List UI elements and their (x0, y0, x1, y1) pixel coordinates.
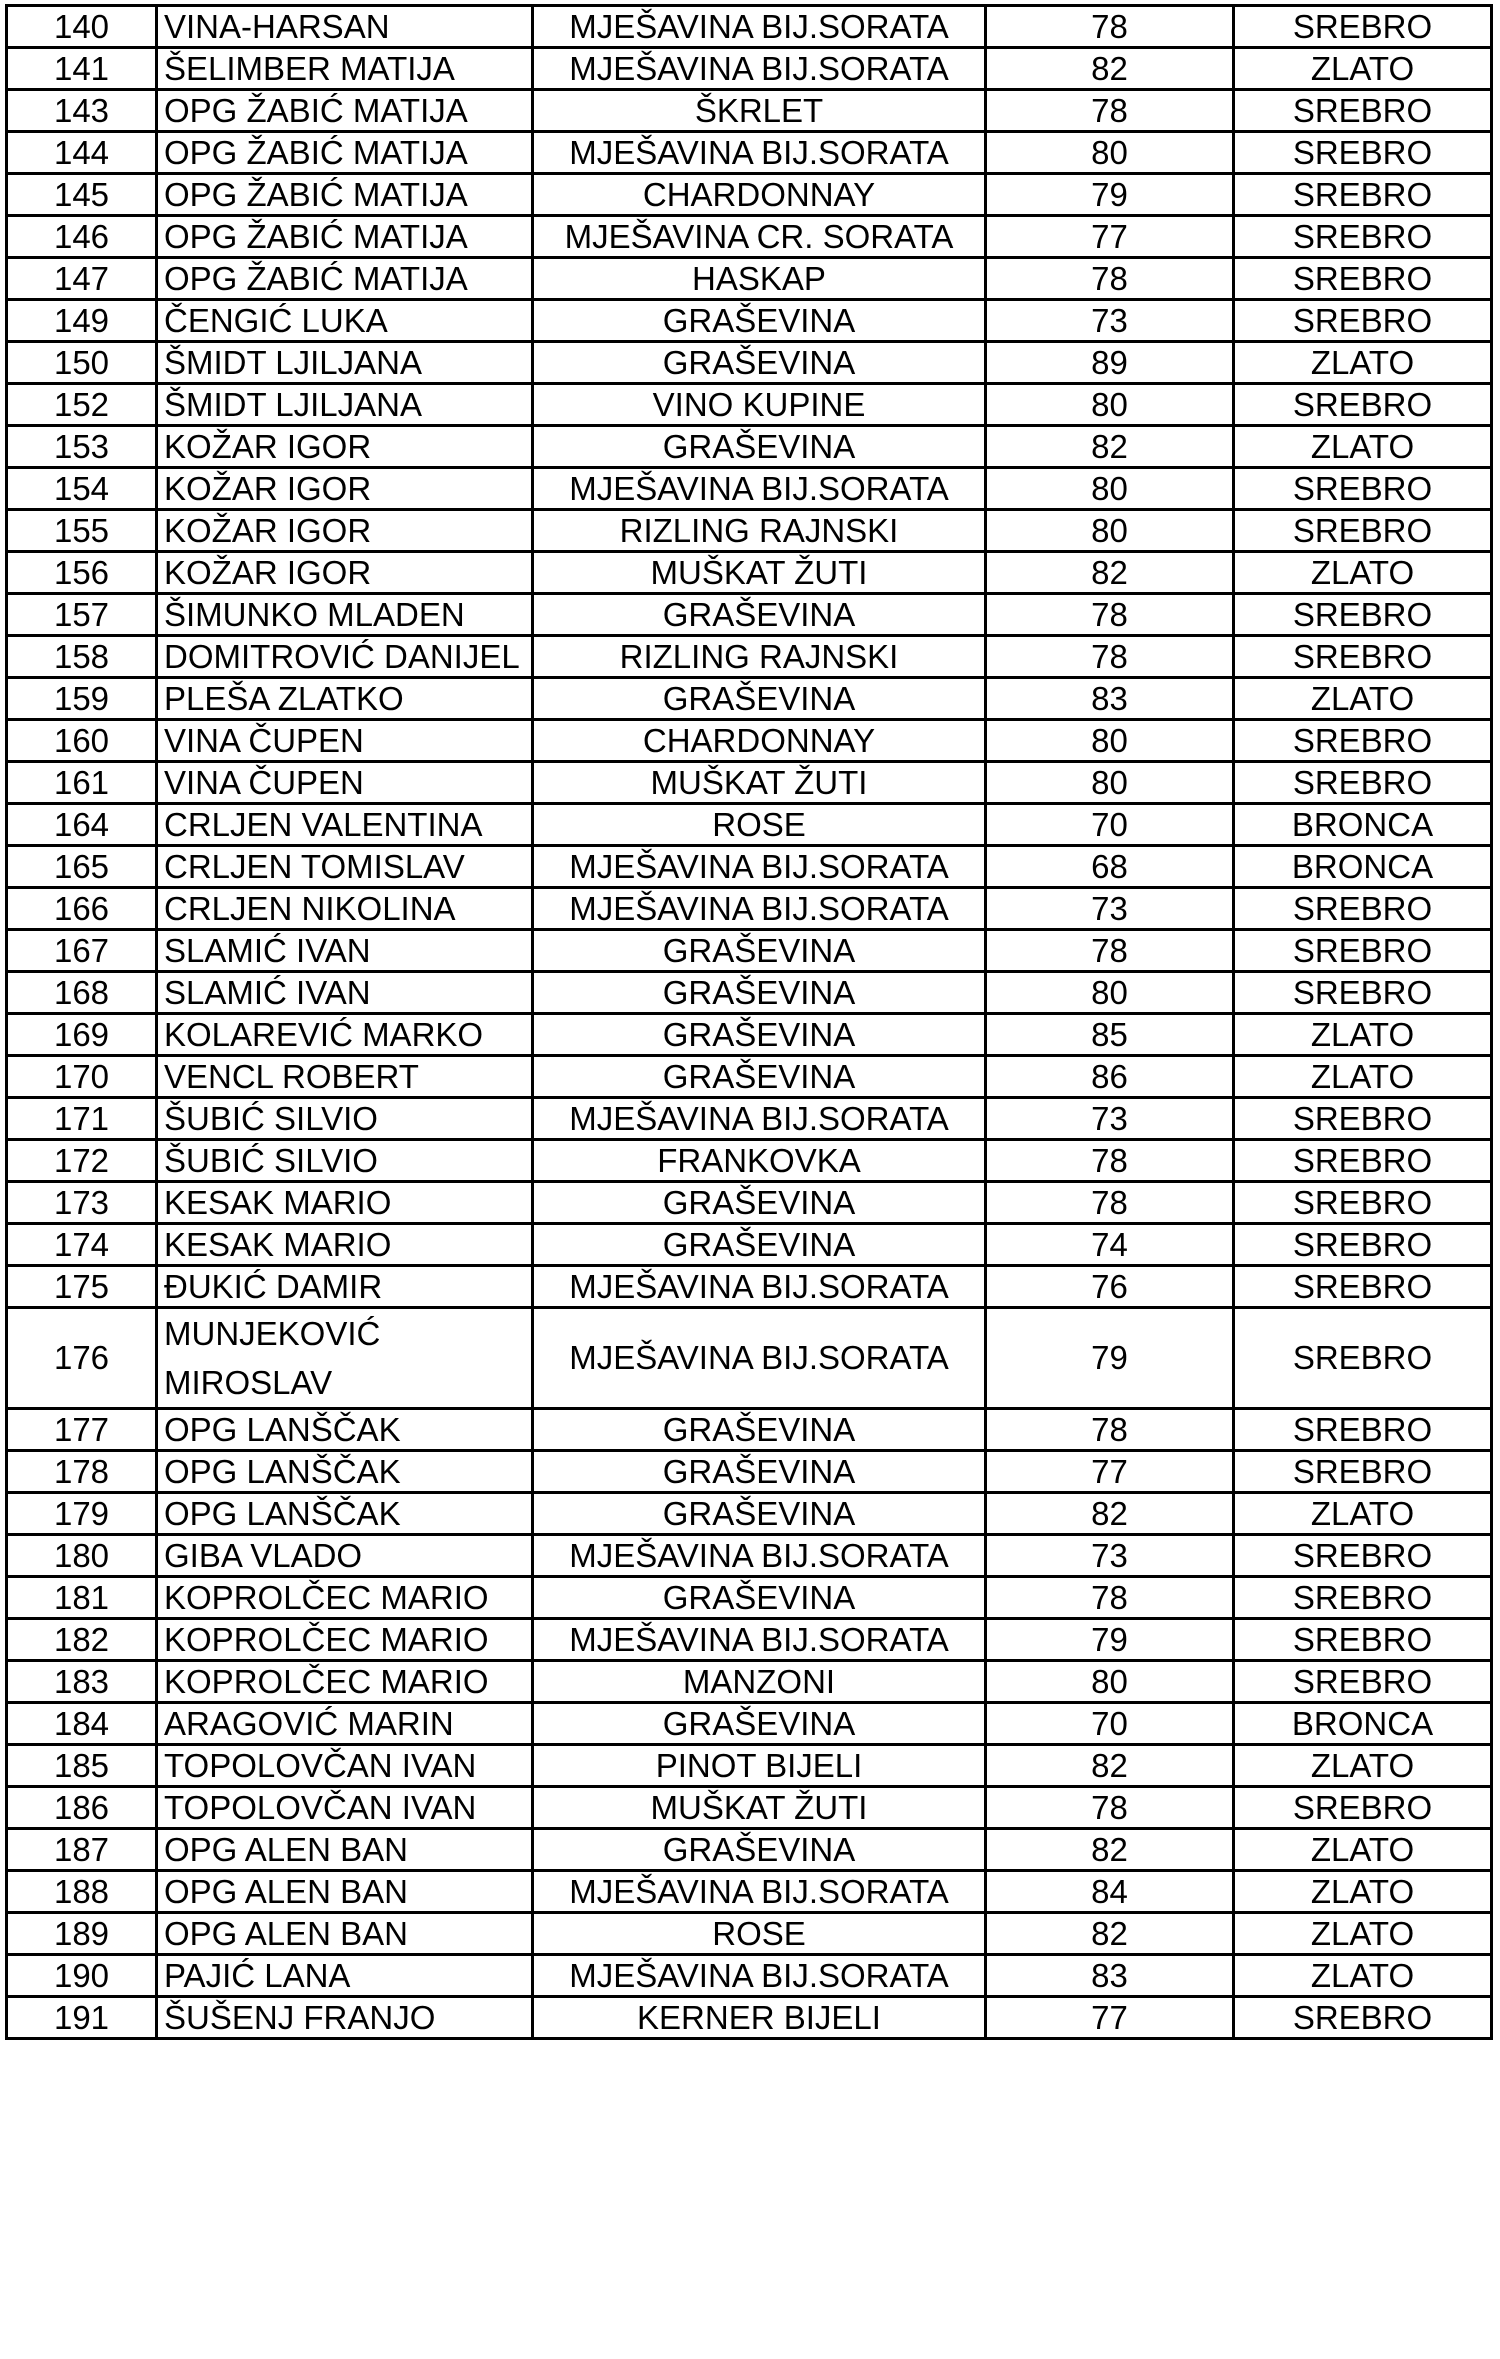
entry-number-cell: 157 (7, 594, 157, 636)
medal-cell: SREBRO (1234, 1577, 1492, 1619)
score-cell: 73 (986, 1535, 1234, 1577)
medal-cell: SREBRO (1234, 90, 1492, 132)
table-row (7, 426, 1492, 468)
producer-name-cell: OPG LANŠČAK (157, 1409, 533, 1451)
entry-number-cell: 182 (7, 1619, 157, 1661)
score-cell: 78 (986, 6, 1234, 48)
wine-variety-cell: PINOT BIJELI (533, 1745, 986, 1787)
table-row (7, 1661, 1492, 1703)
wine-variety-cell: MJEŠAVINA BIJ.SORATA (533, 1955, 986, 1997)
entry-number-cell: 185 (7, 1745, 157, 1787)
wine-variety-cell: MJEŠAVINA BIJ.SORATA (533, 1871, 986, 1913)
medal-cell: SREBRO (1234, 972, 1492, 1014)
medal-cell: SREBRO (1234, 1451, 1492, 1493)
score-cell: 83 (986, 1955, 1234, 1997)
wine-variety-cell: MJEŠAVINA BIJ.SORATA (533, 132, 986, 174)
score-cell: 82 (986, 552, 1234, 594)
wine-variety-cell: MUŠKAT ŽUTI (533, 1787, 986, 1829)
producer-name-cell: VINA-HARSAN (157, 6, 533, 48)
producer-name-cell: MUNJEKOVIĆ MIROSLAV (157, 1308, 533, 1409)
producer-name-cell: OPG LANŠČAK (157, 1493, 533, 1535)
producer-name-cell: ŠUŠENJ FRANJO (157, 1997, 533, 2039)
score-cell: 74 (986, 1224, 1234, 1266)
medal-cell: ZLATO (1234, 342, 1492, 384)
table-row (7, 1703, 1492, 1745)
entry-number-cell: 147 (7, 258, 157, 300)
entry-number-cell: 150 (7, 342, 157, 384)
entry-number-cell: 186 (7, 1787, 157, 1829)
wine-variety-cell: KERNER BIJELI (533, 1997, 986, 2039)
wine-variety-cell: GRAŠEVINA (533, 1182, 986, 1224)
producer-name-cell: ĐUKIĆ DAMIR (157, 1266, 533, 1308)
wine-variety-cell: MUŠKAT ŽUTI (533, 552, 986, 594)
producer-name-cell: CRLJEN TOMISLAV (157, 846, 533, 888)
score-cell: 80 (986, 1661, 1234, 1703)
producer-name-cell: KOPROLČEC MARIO (157, 1661, 533, 1703)
entry-number-cell: 164 (7, 804, 157, 846)
producer-name-cell: VINA ČUPEN (157, 720, 533, 762)
score-cell: 78 (986, 258, 1234, 300)
wine-variety-cell: GRAŠEVINA (533, 1493, 986, 1535)
table-row (7, 300, 1492, 342)
medal-cell: ZLATO (1234, 1014, 1492, 1056)
entry-number-cell: 181 (7, 1577, 157, 1619)
entry-number-cell: 144 (7, 132, 157, 174)
medal-cell: SREBRO (1234, 1308, 1492, 1409)
medal-cell: SREBRO (1234, 1997, 1492, 2039)
wine-variety-cell: MJEŠAVINA BIJ.SORATA (533, 846, 986, 888)
entry-number-cell: 158 (7, 636, 157, 678)
wine-variety-cell: GRAŠEVINA (533, 342, 986, 384)
wine-variety-cell: GRAŠEVINA (533, 1703, 986, 1745)
table-row (7, 384, 1492, 426)
score-cell: 77 (986, 1997, 1234, 2039)
score-cell: 82 (986, 48, 1234, 90)
medal-cell: ZLATO (1234, 1493, 1492, 1535)
wine-variety-cell: GRAŠEVINA (533, 426, 986, 468)
medal-cell: ZLATO (1234, 1745, 1492, 1787)
producer-name-cell: OPG ŽABIĆ MATIJA (157, 90, 533, 132)
score-cell: 82 (986, 1745, 1234, 1787)
producer-name-cell: ČENGIĆ LUKA (157, 300, 533, 342)
score-cell: 80 (986, 972, 1234, 1014)
table-row (7, 510, 1492, 552)
medal-cell: SREBRO (1234, 258, 1492, 300)
table-row (7, 1308, 1492, 1409)
table-row (7, 1955, 1492, 1997)
score-cell: 78 (986, 636, 1234, 678)
entry-number-cell: 161 (7, 762, 157, 804)
table-row (7, 1829, 1492, 1871)
producer-name-cell: ŠMIDT LJILJANA (157, 342, 533, 384)
medal-cell: ZLATO (1234, 48, 1492, 90)
producer-name-cell: GIBA VLADO (157, 1535, 533, 1577)
wine-variety-cell: MJEŠAVINA BIJ.SORATA (533, 1619, 986, 1661)
entry-number-cell: 166 (7, 888, 157, 930)
table-row (7, 1266, 1492, 1308)
wine-variety-cell: CHARDONNAY (533, 174, 986, 216)
medal-cell: SREBRO (1234, 888, 1492, 930)
wine-variety-cell: GRAŠEVINA (533, 930, 986, 972)
entry-number-cell: 180 (7, 1535, 157, 1577)
table-row (7, 846, 1492, 888)
table-row (7, 594, 1492, 636)
table-row (7, 1787, 1492, 1829)
producer-name-cell: ŠIMUNKO MLADEN (157, 594, 533, 636)
medal-cell: SREBRO (1234, 300, 1492, 342)
producer-name-cell: OPG ALEN BAN (157, 1913, 533, 1955)
table-row (7, 1577, 1492, 1619)
wine-variety-cell: MJEŠAVINA BIJ.SORATA (533, 1535, 986, 1577)
table-row (7, 1140, 1492, 1182)
entry-number-cell: 149 (7, 300, 157, 342)
medal-cell: ZLATO (1234, 1913, 1492, 1955)
score-cell: 82 (986, 426, 1234, 468)
wine-variety-cell: CHARDONNAY (533, 720, 986, 762)
medal-cell: ZLATO (1234, 1829, 1492, 1871)
table-row (7, 1913, 1492, 1955)
entry-number-cell: 176 (7, 1308, 157, 1409)
table-row (7, 888, 1492, 930)
medal-cell: SREBRO (1234, 1224, 1492, 1266)
medal-cell: SREBRO (1234, 132, 1492, 174)
wine-variety-cell: MUŠKAT ŽUTI (533, 762, 986, 804)
score-cell: 78 (986, 1787, 1234, 1829)
score-cell: 82 (986, 1493, 1234, 1535)
producer-name-cell: KOPROLČEC MARIO (157, 1619, 533, 1661)
table-row (7, 1535, 1492, 1577)
medal-cell: ZLATO (1234, 1871, 1492, 1913)
producer-name-cell: CRLJEN NIKOLINA (157, 888, 533, 930)
wine-variety-cell: RIZLING RAJNSKI (533, 510, 986, 552)
score-cell: 79 (986, 1619, 1234, 1661)
producer-name-cell: DOMITROVIĆ DANIJEL (157, 636, 533, 678)
score-cell: 86 (986, 1056, 1234, 1098)
score-cell: 79 (986, 174, 1234, 216)
score-cell: 77 (986, 216, 1234, 258)
entry-number-cell: 177 (7, 1409, 157, 1451)
entry-number-cell: 154 (7, 468, 157, 510)
table-row (7, 636, 1492, 678)
entry-number-cell: 169 (7, 1014, 157, 1056)
table-row (7, 1871, 1492, 1913)
medal-cell: BRONCA (1234, 846, 1492, 888)
score-cell: 78 (986, 1409, 1234, 1451)
wine-variety-cell: ŠKRLET (533, 90, 986, 132)
wine-variety-cell: GRAŠEVINA (533, 678, 986, 720)
entry-number-cell: 174 (7, 1224, 157, 1266)
producer-name-cell: TOPOLOVČAN IVAN (157, 1787, 533, 1829)
score-cell: 80 (986, 510, 1234, 552)
table-row (7, 6, 1492, 48)
table-row (7, 1098, 1492, 1140)
score-cell: 89 (986, 342, 1234, 384)
table-row (7, 132, 1492, 174)
producer-name-cell: OPG ŽABIĆ MATIJA (157, 258, 533, 300)
entry-number-cell: 188 (7, 1871, 157, 1913)
medal-cell: SREBRO (1234, 384, 1492, 426)
table-row (7, 1997, 1492, 2039)
wine-variety-cell: GRAŠEVINA (533, 1014, 986, 1056)
score-cell: 79 (986, 1308, 1234, 1409)
score-cell: 70 (986, 1703, 1234, 1745)
producer-name-cell: KOŽAR IGOR (157, 510, 533, 552)
producer-name-cell: OPG ŽABIĆ MATIJA (157, 174, 533, 216)
score-cell: 80 (986, 720, 1234, 762)
wine-variety-cell: RIZLING RAJNSKI (533, 636, 986, 678)
wine-variety-cell: GRAŠEVINA (533, 1224, 986, 1266)
wine-variety-cell: MJEŠAVINA BIJ.SORATA (533, 468, 986, 510)
score-cell: 70 (986, 804, 1234, 846)
wine-variety-cell: MJEŠAVINA BIJ.SORATA (533, 1308, 986, 1409)
producer-name-cell: KOŽAR IGOR (157, 468, 533, 510)
entry-number-cell: 171 (7, 1098, 157, 1140)
wine-variety-cell: GRAŠEVINA (533, 1577, 986, 1619)
table-row (7, 1056, 1492, 1098)
score-cell: 77 (986, 1451, 1234, 1493)
medal-cell: SREBRO (1234, 174, 1492, 216)
entry-number-cell: 155 (7, 510, 157, 552)
table-row (7, 1409, 1492, 1451)
entry-number-cell: 140 (7, 6, 157, 48)
producer-name-cell: ŠUBIĆ SILVIO (157, 1098, 533, 1140)
producer-name-cell: ŠELIMBER MATIJA (157, 48, 533, 90)
wine-variety-cell: MJEŠAVINA BIJ.SORATA (533, 1266, 986, 1308)
table-row (7, 48, 1492, 90)
wine-variety-cell: GRAŠEVINA (533, 1409, 986, 1451)
score-cell: 78 (986, 1182, 1234, 1224)
producer-name-cell: KOLAREVIĆ MARKO (157, 1014, 533, 1056)
table-row (7, 678, 1492, 720)
medal-cell: SREBRO (1234, 1535, 1492, 1577)
score-cell: 80 (986, 384, 1234, 426)
entry-number-cell: 189 (7, 1913, 157, 1955)
wine-variety-cell: FRANKOVKA (533, 1140, 986, 1182)
wine-variety-cell: GRAŠEVINA (533, 972, 986, 1014)
producer-name-cell: ŠMIDT LJILJANA (157, 384, 533, 426)
producer-name-cell: KOŽAR IGOR (157, 552, 533, 594)
entry-number-cell: 187 (7, 1829, 157, 1871)
table-row (7, 804, 1492, 846)
medal-cell: SREBRO (1234, 1409, 1492, 1451)
medal-cell: SREBRO (1234, 1619, 1492, 1661)
wine-variety-cell: VINO KUPINE (533, 384, 986, 426)
table-row (7, 258, 1492, 300)
wine-variety-cell: ROSE (533, 1913, 986, 1955)
results-sheet (5, 4, 1493, 2040)
medal-cell: SREBRO (1234, 1661, 1492, 1703)
producer-name-cell: OPG LANŠČAK (157, 1451, 533, 1493)
producer-name-cell: TOPOLOVČAN IVAN (157, 1745, 533, 1787)
score-cell: 84 (986, 1871, 1234, 1913)
producer-name-cell: SLAMIĆ IVAN (157, 930, 533, 972)
entry-number-cell: 191 (7, 1997, 157, 2039)
entry-number-cell: 152 (7, 384, 157, 426)
producer-name-cell: VINA ČUPEN (157, 762, 533, 804)
entry-number-cell: 156 (7, 552, 157, 594)
producer-name-cell: SLAMIĆ IVAN (157, 972, 533, 1014)
medal-cell: SREBRO (1234, 1140, 1492, 1182)
table-row (7, 90, 1492, 132)
wine-variety-cell: HASKAP (533, 258, 986, 300)
wine-variety-cell: GRAŠEVINA (533, 300, 986, 342)
medal-cell: SREBRO (1234, 1787, 1492, 1829)
medal-cell: ZLATO (1234, 552, 1492, 594)
wine-variety-cell: MJEŠAVINA BIJ.SORATA (533, 6, 986, 48)
table-row (7, 930, 1492, 972)
table-row (7, 468, 1492, 510)
score-cell: 76 (986, 1266, 1234, 1308)
table-row (7, 342, 1492, 384)
medal-cell: SREBRO (1234, 930, 1492, 972)
producer-name-cell: ŠUBIĆ SILVIO (157, 1140, 533, 1182)
score-cell: 78 (986, 930, 1234, 972)
wine-variety-cell: MJEŠAVINA CR. SORATA (533, 216, 986, 258)
medal-cell: SREBRO (1234, 510, 1492, 552)
entry-number-cell: 160 (7, 720, 157, 762)
score-cell: 83 (986, 678, 1234, 720)
producer-name-cell: OPG ŽABIĆ MATIJA (157, 216, 533, 258)
results-table-body (7, 6, 1492, 2039)
entry-number-cell: 184 (7, 1703, 157, 1745)
medal-cell: ZLATO (1234, 1955, 1492, 1997)
score-cell: 80 (986, 132, 1234, 174)
score-cell: 85 (986, 1014, 1234, 1056)
table-row (7, 972, 1492, 1014)
score-cell: 73 (986, 1098, 1234, 1140)
producer-name-cell: KESAK MARIO (157, 1182, 533, 1224)
entry-number-cell: 165 (7, 846, 157, 888)
table-row (7, 1224, 1492, 1266)
table-row (7, 1619, 1492, 1661)
wine-variety-cell: MANZONI (533, 1661, 986, 1703)
score-cell: 68 (986, 846, 1234, 888)
medal-cell: BRONCA (1234, 1703, 1492, 1745)
table-row (7, 720, 1492, 762)
score-cell: 78 (986, 1577, 1234, 1619)
entry-number-cell: 159 (7, 678, 157, 720)
table-row (7, 174, 1492, 216)
score-cell: 78 (986, 594, 1234, 636)
producer-name-cell: KOPROLČEC MARIO (157, 1577, 533, 1619)
wine-variety-cell: MJEŠAVINA BIJ.SORATA (533, 48, 986, 90)
score-cell: 73 (986, 888, 1234, 930)
producer-name-cell: VENCL ROBERT (157, 1056, 533, 1098)
entry-number-cell: 170 (7, 1056, 157, 1098)
score-cell: 80 (986, 468, 1234, 510)
wine-variety-cell: GRAŠEVINA (533, 594, 986, 636)
producer-name-cell: PAJIĆ LANA (157, 1955, 533, 1997)
wine-variety-cell: GRAŠEVINA (533, 1056, 986, 1098)
entry-number-cell: 190 (7, 1955, 157, 1997)
table-row (7, 1745, 1492, 1787)
entry-number-cell: 168 (7, 972, 157, 1014)
table-row (7, 216, 1492, 258)
medal-cell: SREBRO (1234, 762, 1492, 804)
entry-number-cell: 183 (7, 1661, 157, 1703)
score-cell: 80 (986, 762, 1234, 804)
producer-name-cell: OPG ALEN BAN (157, 1871, 533, 1913)
producer-name-cell: ARAGOVIĆ MARIN (157, 1703, 533, 1745)
entry-number-cell: 178 (7, 1451, 157, 1493)
table-row (7, 1493, 1492, 1535)
producer-name-cell: KESAK MARIO (157, 1224, 533, 1266)
entry-number-cell: 141 (7, 48, 157, 90)
entry-number-cell: 179 (7, 1493, 157, 1535)
table-row (7, 762, 1492, 804)
entry-number-cell: 173 (7, 1182, 157, 1224)
producer-name-cell: KOŽAR IGOR (157, 426, 533, 468)
producer-name-cell: PLEŠA ZLATKO (157, 678, 533, 720)
producer-name-cell: OPG ŽABIĆ MATIJA (157, 132, 533, 174)
medal-cell: ZLATO (1234, 678, 1492, 720)
medal-cell: SREBRO (1234, 636, 1492, 678)
medal-cell: BRONCA (1234, 804, 1492, 846)
wine-variety-cell: MJEŠAVINA BIJ.SORATA (533, 888, 986, 930)
producer-name-cell: CRLJEN VALENTINA (157, 804, 533, 846)
wine-variety-cell: GRAŠEVINA (533, 1829, 986, 1871)
medal-cell: ZLATO (1234, 1056, 1492, 1098)
entry-number-cell: 145 (7, 174, 157, 216)
table-row (7, 1451, 1492, 1493)
medal-cell: SREBRO (1234, 1098, 1492, 1140)
medal-cell: SREBRO (1234, 468, 1492, 510)
producer-name-cell: OPG ALEN BAN (157, 1829, 533, 1871)
medal-cell: SREBRO (1234, 1182, 1492, 1224)
entry-number-cell: 172 (7, 1140, 157, 1182)
results-table (5, 4, 1493, 2040)
wine-variety-cell: MJEŠAVINA BIJ.SORATA (533, 1098, 986, 1140)
medal-cell: SREBRO (1234, 1266, 1492, 1308)
entry-number-cell: 167 (7, 930, 157, 972)
score-cell: 78 (986, 90, 1234, 132)
entry-number-cell: 143 (7, 90, 157, 132)
table-row (7, 1182, 1492, 1224)
wine-variety-cell: ROSE (533, 804, 986, 846)
medal-cell: SREBRO (1234, 216, 1492, 258)
medal-cell: SREBRO (1234, 720, 1492, 762)
medal-cell: ZLATO (1234, 426, 1492, 468)
table-row (7, 1014, 1492, 1056)
score-cell: 73 (986, 300, 1234, 342)
score-cell: 78 (986, 1140, 1234, 1182)
entry-number-cell: 153 (7, 426, 157, 468)
medal-cell: SREBRO (1234, 594, 1492, 636)
entry-number-cell: 175 (7, 1266, 157, 1308)
score-cell: 82 (986, 1913, 1234, 1955)
medal-cell: SREBRO (1234, 6, 1492, 48)
entry-number-cell: 146 (7, 216, 157, 258)
table-row (7, 552, 1492, 594)
score-cell: 82 (986, 1829, 1234, 1871)
wine-variety-cell: GRAŠEVINA (533, 1451, 986, 1493)
